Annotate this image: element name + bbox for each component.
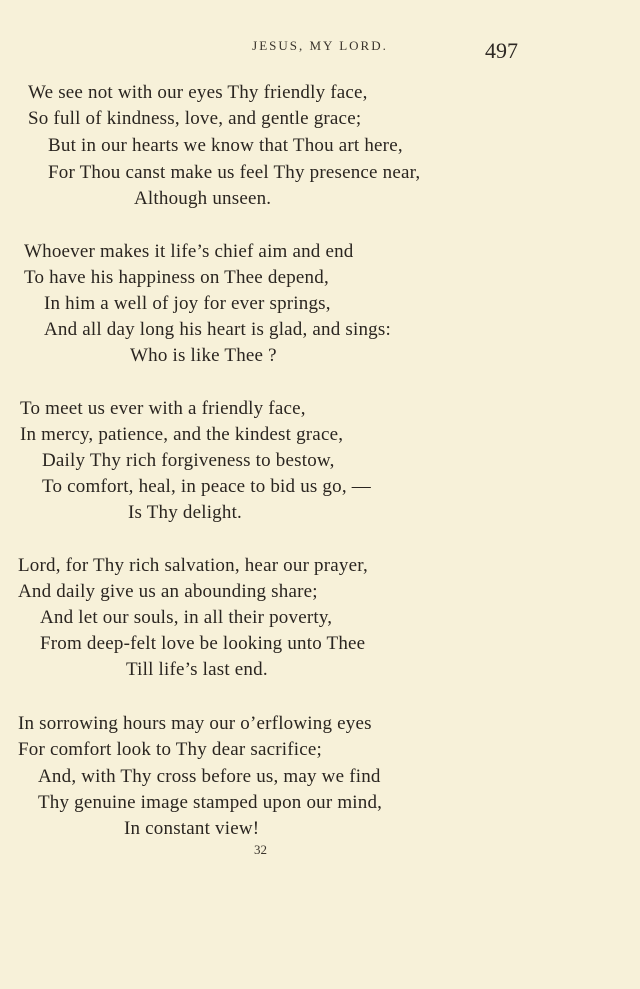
stanza-line: For Thou canst make us feel Thy presence near, (48, 162, 421, 183)
stanza-line: We see not with our eyes Thy friendly face, (28, 82, 368, 103)
stanza-line: And let our souls, in all their poverty, (40, 607, 333, 628)
stanza-line: In sorrowing hours may our o’erflowing eyes (18, 713, 372, 734)
stanza-line: And, with Thy cross before us, may we find (38, 766, 381, 787)
signature-mark: 32 (254, 842, 267, 857)
stanza-line: Thy genuine image stamped upon our mind, (38, 792, 383, 813)
stanza-line: In him a well of joy for ever springs, (44, 293, 331, 314)
stanza-line: So full of kindness, love, and gentle grace; (28, 108, 362, 129)
stanza-line: Till life’s last end. (126, 659, 268, 680)
stanza-line: To have his happiness on Thee depend, (24, 267, 329, 288)
stanza-line: In constant view! (124, 818, 260, 839)
stanza-line: For comfort look to Thy dear sacrifice; (18, 739, 322, 760)
stanza-line: And all day long his heart is glad, and sings: (44, 319, 391, 340)
stanza-line: From deep-felt love be looking unto Thee (40, 633, 366, 654)
stanza-line: To comfort, heal, in peace to bid us go, — (42, 476, 371, 497)
stanza-line: To meet us ever with a friendly face, (20, 398, 306, 419)
stanza-line: In mercy, patience, and the kindest grace, (20, 424, 344, 445)
stanza-line: But in our hearts we know that Thou art here, (48, 135, 403, 156)
stanza-line: Is Thy delight. (128, 502, 243, 523)
page-number: 497 (485, 38, 518, 63)
stanza-line: Although unseen. (134, 188, 272, 209)
stanza-line: Who is like Thee ? (130, 345, 277, 366)
stanza-line: Whoever makes it life’s chief aim and end (24, 241, 354, 262)
stanza-line: Lord, for Thy rich salvation, hear our prayer, (18, 555, 368, 576)
running-title: JESUS, MY LORD. (252, 38, 388, 53)
stanza-line: Daily Thy rich forgiveness to bestow, (42, 450, 335, 471)
stanza-line: And daily give us an abounding share; (18, 581, 318, 602)
